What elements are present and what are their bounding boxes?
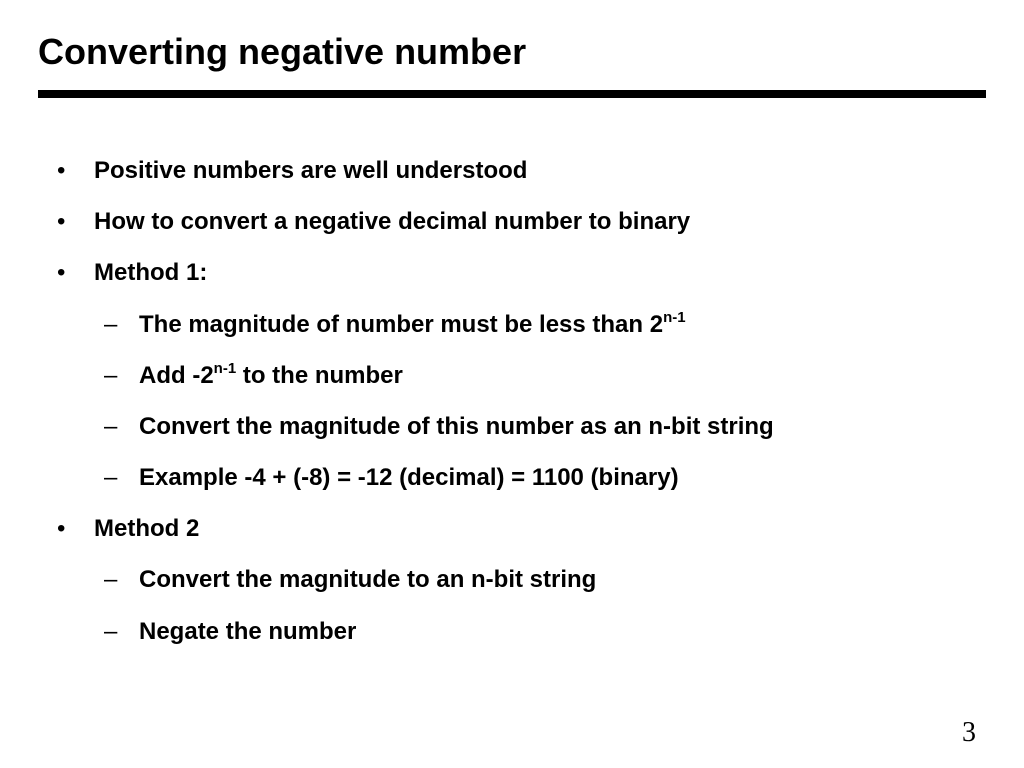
slide-title: Converting negative number [38,31,527,72]
dash-marker: – [104,464,118,491]
sub-bullet-tail: to the number [236,362,403,389]
dash-marker: – [104,566,118,593]
dash-marker: – [104,618,118,645]
bullet-text: Method 2 [94,515,200,542]
title-divider [38,90,986,98]
bullet-marker: • [57,157,66,184]
sub-bullet-text: Convert the magnitude to an n-bit string [139,566,597,593]
dash-marker: – [104,362,118,389]
bullet-text: How to convert a negative decimal number to binary [94,208,691,235]
sub-bullet-main: Add -2 [139,362,214,389]
sub-bullet-main: The magnitude of number must be less than 2 [139,311,664,338]
sub-bullet-text: Convert the magnitude of this number as an n-bit string [139,413,774,440]
bullet-text: Positive numbers are well understood [94,157,528,184]
dash-marker: – [104,413,118,440]
page-number: 3 [962,717,976,748]
dash-marker: – [104,311,118,338]
sub-bullet-text [139,359,403,393]
bullet-marker: • [57,208,66,235]
sub-bullet-text [139,308,686,342]
sub-bullet-text: Negate the number [139,618,357,645]
exponent: n-1 [213,360,237,377]
bullet-marker: • [57,515,66,542]
bullet-marker: • [57,259,66,286]
sub-bullet-text: Example -4 + (-8) = -12 (decimal) = 1100 (binary) [139,464,679,491]
bullet-text: Method 1: [94,259,208,286]
exponent: n-1 [663,309,686,326]
